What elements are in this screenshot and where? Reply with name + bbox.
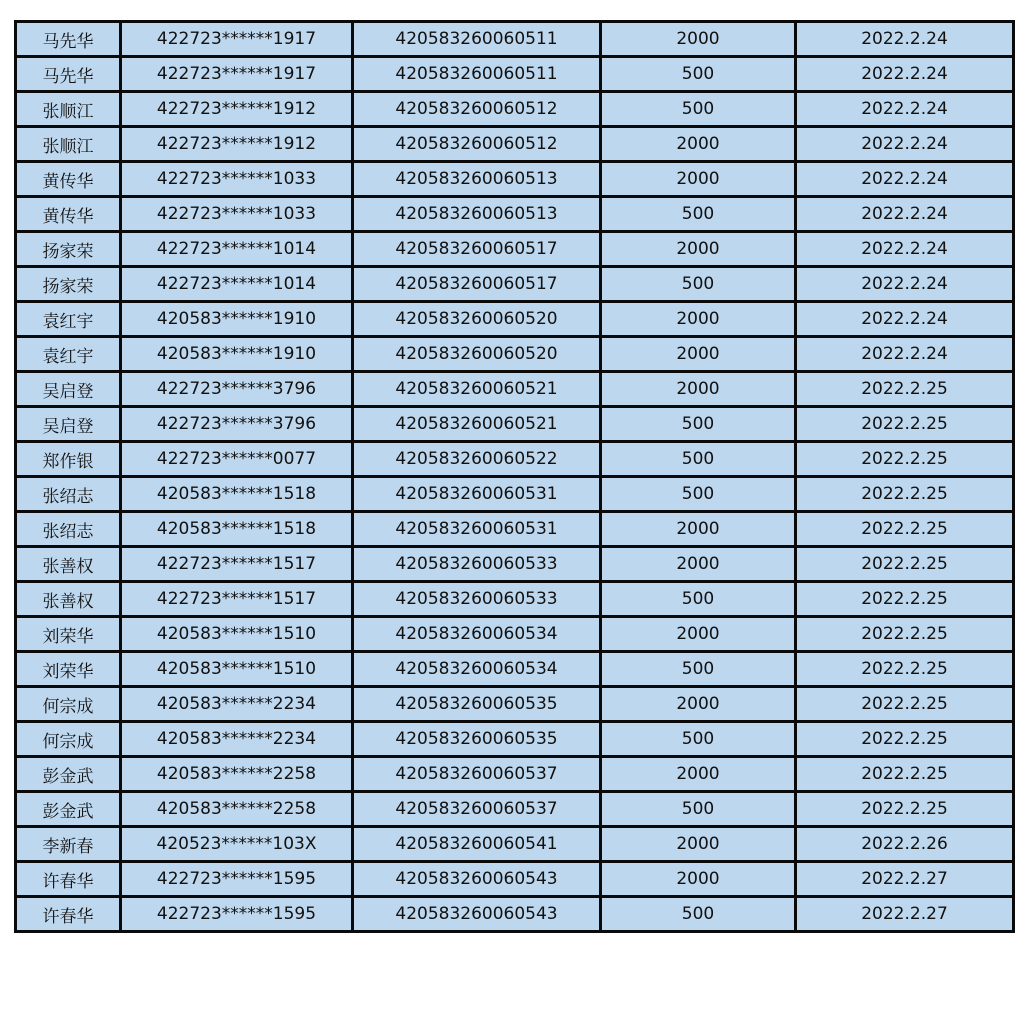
- table-row: [17, 268, 1012, 300]
- table-row: [17, 688, 1012, 720]
- id-number-cell: 422723******1917: [122, 58, 351, 90]
- account-number-cell: 420583260060541: [354, 828, 599, 860]
- table-row: [17, 723, 1012, 755]
- id-number-cell: 420583******2234: [122, 723, 351, 755]
- date-cell: 2022.2.25: [797, 443, 1012, 475]
- table-row: [17, 93, 1012, 125]
- amount-cell: 500: [602, 268, 794, 300]
- id-number-cell: 420583******1910: [122, 303, 351, 335]
- account-number-cell: 420583260060543: [354, 898, 599, 930]
- name-cell: 许春华: [17, 898, 119, 930]
- date-cell: 2022.2.25: [797, 478, 1012, 510]
- id-number-cell: 422723******1517: [122, 583, 351, 615]
- id-number-cell: 420583******2234: [122, 688, 351, 720]
- table-row: [17, 373, 1012, 405]
- table-row: [17, 653, 1012, 685]
- name-cell: 郑作银: [17, 443, 119, 475]
- amount-cell: 500: [602, 583, 794, 615]
- table-row: [17, 548, 1012, 580]
- name-cell: 许春华: [17, 863, 119, 895]
- account-number-cell: 420583260060543: [354, 863, 599, 895]
- id-number-cell: 422723******3796: [122, 373, 351, 405]
- table-row: [17, 303, 1012, 335]
- date-cell: 2022.2.24: [797, 233, 1012, 265]
- date-cell: 2022.2.24: [797, 23, 1012, 55]
- amount-cell: 500: [602, 198, 794, 230]
- name-cell: 刘荣华: [17, 618, 119, 650]
- amount-cell: 500: [602, 653, 794, 685]
- id-number-cell: 422723******1014: [122, 268, 351, 300]
- amount-cell: 2000: [602, 23, 794, 55]
- amount-cell: 500: [602, 408, 794, 440]
- table-row: [17, 163, 1012, 195]
- id-number-cell: 420583******1518: [122, 478, 351, 510]
- account-number-cell: 420583260060512: [354, 128, 599, 160]
- date-cell: 2022.2.25: [797, 548, 1012, 580]
- account-number-cell: 420583260060521: [354, 373, 599, 405]
- table-row: [17, 408, 1012, 440]
- subsidy-table: [14, 20, 1015, 933]
- amount-cell: 2000: [602, 233, 794, 265]
- date-cell: 2022.2.24: [797, 268, 1012, 300]
- account-number-cell: 420583260060513: [354, 198, 599, 230]
- account-number-cell: 420583260060533: [354, 548, 599, 580]
- amount-cell: 2000: [602, 618, 794, 650]
- amount-cell: 500: [602, 723, 794, 755]
- name-cell: 马先华: [17, 23, 119, 55]
- table-row: [17, 23, 1012, 55]
- name-cell: 马先华: [17, 58, 119, 90]
- table-row: [17, 618, 1012, 650]
- id-number-cell: 422723******1595: [122, 863, 351, 895]
- date-cell: 2022.2.25: [797, 793, 1012, 825]
- date-cell: 2022.2.27: [797, 898, 1012, 930]
- name-cell: 张绍志: [17, 513, 119, 545]
- account-number-cell: 420583260060537: [354, 758, 599, 790]
- id-number-cell: 422723******3796: [122, 408, 351, 440]
- name-cell: 张善权: [17, 583, 119, 615]
- date-cell: 2022.2.24: [797, 58, 1012, 90]
- name-cell: 彭金武: [17, 758, 119, 790]
- name-cell: 张绍志: [17, 478, 119, 510]
- account-number-cell: 420583260060535: [354, 723, 599, 755]
- name-cell: 何宗成: [17, 688, 119, 720]
- table-row: [17, 478, 1012, 510]
- id-number-cell: 420583******1518: [122, 513, 351, 545]
- account-number-cell: 420583260060535: [354, 688, 599, 720]
- id-number-cell: 422723******1033: [122, 198, 351, 230]
- table-row: [17, 443, 1012, 475]
- account-number-cell: 420583260060533: [354, 583, 599, 615]
- name-cell: 张顺江: [17, 128, 119, 160]
- id-number-cell: 422723******1912: [122, 128, 351, 160]
- date-cell: 2022.2.24: [797, 128, 1012, 160]
- table-row: [17, 828, 1012, 860]
- table-row: [17, 583, 1012, 615]
- id-number-cell: 422723******0077: [122, 443, 351, 475]
- date-cell: 2022.2.25: [797, 758, 1012, 790]
- table-row: [17, 863, 1012, 895]
- id-number-cell: 420583******1910: [122, 338, 351, 370]
- account-number-cell: 420583260060531: [354, 478, 599, 510]
- id-number-cell: 422723******1595: [122, 898, 351, 930]
- id-number-cell: 422723******1033: [122, 163, 351, 195]
- account-number-cell: 420583260060534: [354, 618, 599, 650]
- name-cell: 张顺江: [17, 93, 119, 125]
- name-cell: 吴启登: [17, 408, 119, 440]
- amount-cell: 500: [602, 443, 794, 475]
- name-cell: 李新春: [17, 828, 119, 860]
- date-cell: 2022.2.25: [797, 653, 1012, 685]
- amount-cell: 2000: [602, 303, 794, 335]
- name-cell: 袁红宇: [17, 303, 119, 335]
- amount-cell: 2000: [602, 758, 794, 790]
- account-number-cell: 420583260060531: [354, 513, 599, 545]
- account-number-cell: 420583260060520: [354, 303, 599, 335]
- account-number-cell: 420583260060537: [354, 793, 599, 825]
- date-cell: 2022.2.24: [797, 303, 1012, 335]
- subsidy-table-container: [14, 20, 1012, 933]
- id-number-cell: 420583******2258: [122, 758, 351, 790]
- amount-cell: 2000: [602, 548, 794, 580]
- amount-cell: 2000: [602, 828, 794, 860]
- date-cell: 2022.2.24: [797, 93, 1012, 125]
- name-cell: 张善权: [17, 548, 119, 580]
- amount-cell: 2000: [602, 688, 794, 720]
- date-cell: 2022.2.26: [797, 828, 1012, 860]
- name-cell: 袁红宇: [17, 338, 119, 370]
- table-row: [17, 758, 1012, 790]
- date-cell: 2022.2.24: [797, 198, 1012, 230]
- account-number-cell: 420583260060517: [354, 268, 599, 300]
- name-cell: 刘荣华: [17, 653, 119, 685]
- date-cell: 2022.2.25: [797, 373, 1012, 405]
- id-number-cell: 420583******1510: [122, 653, 351, 685]
- amount-cell: 2000: [602, 863, 794, 895]
- name-cell: 吴启登: [17, 373, 119, 405]
- date-cell: 2022.2.24: [797, 163, 1012, 195]
- id-number-cell: 422723******1014: [122, 233, 351, 265]
- amount-cell: 500: [602, 898, 794, 930]
- amount-cell: 500: [602, 793, 794, 825]
- account-number-cell: 420583260060511: [354, 23, 599, 55]
- id-number-cell: 420583******1510: [122, 618, 351, 650]
- table-body: [17, 23, 1012, 930]
- amount-cell: 500: [602, 93, 794, 125]
- name-cell: 黄传华: [17, 163, 119, 195]
- amount-cell: 2000: [602, 513, 794, 545]
- date-cell: 2022.2.25: [797, 618, 1012, 650]
- account-number-cell: 420583260060521: [354, 408, 599, 440]
- amount-cell: 2000: [602, 373, 794, 405]
- account-number-cell: 420583260060517: [354, 233, 599, 265]
- table-row: [17, 338, 1012, 370]
- account-number-cell: 420583260060513: [354, 163, 599, 195]
- amount-cell: 2000: [602, 338, 794, 370]
- date-cell: 2022.2.25: [797, 688, 1012, 720]
- name-cell: 何宗成: [17, 723, 119, 755]
- table-row: [17, 58, 1012, 90]
- date-cell: 2022.2.27: [797, 863, 1012, 895]
- date-cell: 2022.2.24: [797, 338, 1012, 370]
- amount-cell: 2000: [602, 128, 794, 160]
- name-cell: 扬家荣: [17, 268, 119, 300]
- table-row: [17, 198, 1012, 230]
- id-number-cell: 422723******1912: [122, 93, 351, 125]
- account-number-cell: 420583260060512: [354, 93, 599, 125]
- amount-cell: 500: [602, 58, 794, 90]
- table-row: [17, 233, 1012, 265]
- date-cell: 2022.2.25: [797, 408, 1012, 440]
- name-cell: 彭金武: [17, 793, 119, 825]
- amount-cell: 2000: [602, 163, 794, 195]
- account-number-cell: 420583260060522: [354, 443, 599, 475]
- account-number-cell: 420583260060534: [354, 653, 599, 685]
- account-number-cell: 420583260060520: [354, 338, 599, 370]
- date-cell: 2022.2.25: [797, 723, 1012, 755]
- id-number-cell: 420583******2258: [122, 793, 351, 825]
- table-row: [17, 513, 1012, 545]
- name-cell: 黄传华: [17, 198, 119, 230]
- table-row: [17, 898, 1012, 930]
- table-row: [17, 793, 1012, 825]
- amount-cell: 500: [602, 478, 794, 510]
- id-number-cell: 420523******103X: [122, 828, 351, 860]
- table-row: [17, 128, 1012, 160]
- account-number-cell: 420583260060511: [354, 58, 599, 90]
- name-cell: 扬家荣: [17, 233, 119, 265]
- date-cell: 2022.2.25: [797, 583, 1012, 615]
- date-cell: 2022.2.25: [797, 513, 1012, 545]
- id-number-cell: 422723******1517: [122, 548, 351, 580]
- id-number-cell: 422723******1917: [122, 23, 351, 55]
